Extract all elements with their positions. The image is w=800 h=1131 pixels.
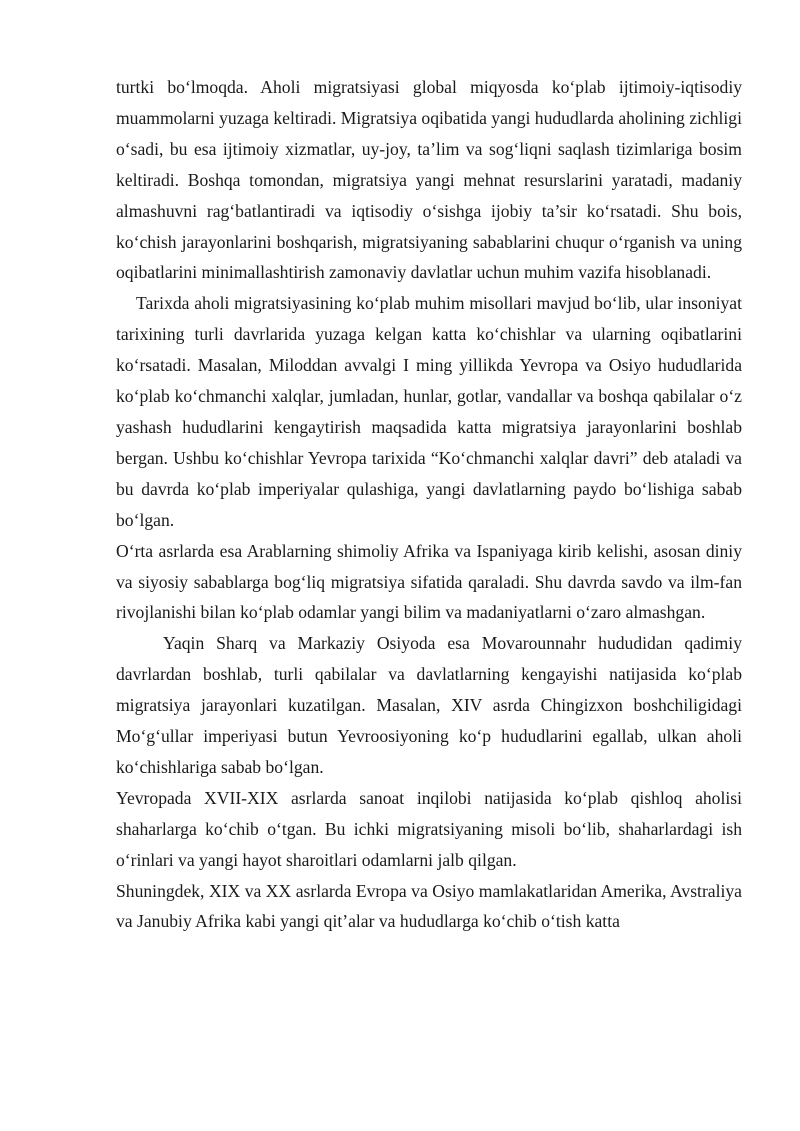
document-page — [116, 72, 742, 937]
paragraph-historical-examples: Tarixda aholi migratsiyasining koʻplab muhim misollari mavjud boʻlib, ular insoniyat tarixining turli davrlarida yuzaga kelgan katta koʻchishlar va ularning oqibatlarini koʻrsatadi. Masalan, Miloddan avvalgi I ming yillikda Yevropa va Osiyo hududlarida koʻplab koʻchmanchi xalqlar, jumladan, hunlar, gotlar, vandallar va boshqa qabilalar oʻz yashash hududlarini kengaytirish maqsadida katta migratsiya jarayonlarini boshlab bergan. Ushbu koʻchishlar Yevropa tarixida “Koʻchmanchi xalqlar davri” deb ataladi va bu davrda koʻplab imperiyalar qulashiga, yangi davlatlarning paydo boʻlishiga sabab boʻlgan. — [116, 293, 742, 530]
paragraph-19-20-century: Shuningdek, XIX va XX asrlarda Evropa va Osiyo mamlakatlaridan Amerika, Avstraliya va Janubiy Afrika kabi yangi qit’alar va hududlarga koʻchib oʻtish katta — [116, 880, 742, 932]
paragraph-central-asia: Yaqin Sharq va Markaziy Osiyoda esa Movarounnahr hududidan qadimiy davrlardan boshlab, turli qabilalar va davlatlarning kengayishi natijasida koʻplab migratsiya jarayonlari kuzatilgan. Masalan, XIV asrda Chingizxon boshchiligidagi Moʻgʻullar imperiyasi butun Yevroosiyoning koʻp hududlarini egallab, ulkan aholi koʻchishlariga sabab boʻlgan. — [116, 633, 742, 777]
paragraph-industrial-revolution: Yevropada XVII-XIX asrlarda sanoat inqilobi natijasida koʻplab qishloq aholisi shaharlarga koʻchib oʻtgan. Bu ichki migratsiyaning misoli boʻlib, shaharlardagi ish oʻrinlari va yangi hayot sharoitlari odamlarni jalb qilgan. — [116, 787, 742, 870]
paragraph-migration-consequences: turtki boʻlmoqda. Aholi migratsiyasi global miqyosda koʻplab ijtimoiy-iqtisodiy muammolarni yuzaga keltiradi. Migratsiya oqibatida yangi hududlarda aholining zichligi oʻsadi, bu esa ijtimoiy xizmatlar, uy-joy, ta’lim va sogʻliqni saqlash tizimlariga bosim keltiradi. Boshqa tomondan, migratsiya yangi mehnat resurslarini yaratadi, madaniy almashuvni ragʻbatlantiradi va iqtisodiy oʻsishga ijobiy ta’sir koʻrsatadi. Shu bois, koʻchish jarayonlarini boshqarish, migratsiyaning sabablarini chuqur oʻrganish va uning oqibatlarini minimallashtirish zamonaviy davlatlar uchun muhim vazifa hisoblanadi. — [116, 77, 742, 283]
paragraph-middle-ages: Oʻrta asrlarda esa Arablarning shimoliy Afrika va Ispaniyaga kirib kelishi, asosan diniy va siyosiy sabablarga bogʻliq migratsiya sifatida qaraladi. Shu davrda savdo va ilm-fan rivojlanishi bilan koʻplab odamlar yangi bilim va madaniyatlarni oʻzaro almashgan. — [116, 540, 742, 623]
